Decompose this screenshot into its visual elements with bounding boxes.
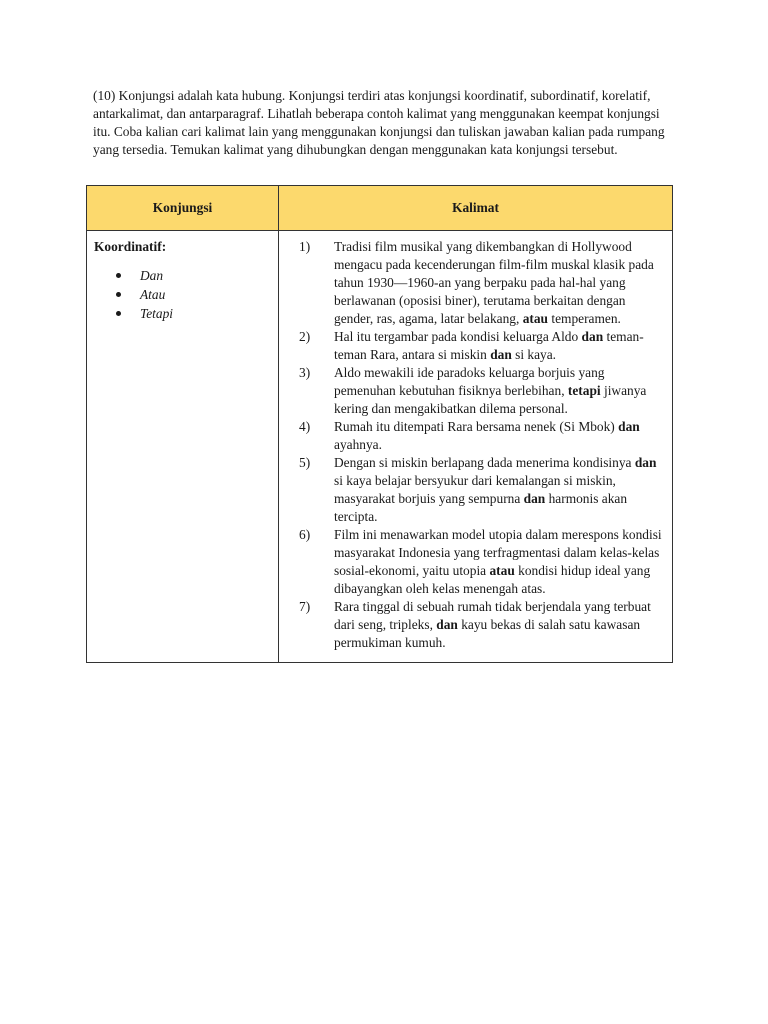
sentence-cell: [279, 231, 673, 663]
sentence-item: [299, 454, 664, 526]
sentence-item: [299, 238, 664, 328]
table-header-row: [87, 186, 673, 231]
conjunction-table: [86, 185, 673, 663]
header-kalimat: Kalimat: [279, 186, 673, 231]
sentence-text: kondisi hidup ideal yang dibayangkan oleh kelas menengah atas.: [334, 563, 651, 596]
sentence-item: [299, 598, 664, 652]
sentence-item: [299, 328, 664, 364]
conjunction-word: atau: [522, 311, 549, 326]
sentence-item: [299, 526, 664, 598]
conjunction-word: atau: [489, 563, 515, 578]
conjunction-item: Atau: [116, 285, 272, 304]
conjunction-word: dan: [436, 617, 458, 632]
sentence-text: ayahnya.: [334, 437, 382, 452]
sentence-item: [299, 418, 664, 454]
sentence-item: [299, 364, 664, 418]
conjunction-list: [94, 266, 272, 323]
sentence-text: Film ini menawarkan model utopia dalam merespons kondisi masyarakat Indonesia yang terfragmentasi dalam kelas-kelas sosial-ekonomi, yaitu utopia: [334, 527, 662, 578]
sentence-text: Rara tinggal di sebuah rumah tidak berjendala yang terbuat dari seng, tripleks,: [334, 599, 651, 632]
conjunction-cell: [87, 231, 279, 663]
sentence-number: 6): [299, 527, 311, 542]
conjunction-word: dan: [581, 329, 604, 344]
conjunction-item: Tetapi: [116, 304, 272, 323]
sentence-number: 3): [299, 365, 311, 380]
category-title: Koordinatif:: [94, 239, 167, 254]
sentence-number: 4): [299, 419, 311, 434]
sentence-text: kayu bekas di salah satu kawasan permukiman kumuh.: [334, 617, 641, 650]
sentence-text: harmonis akan tercipta.: [334, 491, 628, 524]
conjunction-item: Dan: [116, 266, 272, 285]
conjunction-word: dan: [634, 455, 657, 470]
conjunction-word: dan: [523, 491, 546, 506]
header-konjungsi: Konjungsi: [87, 186, 279, 231]
sentence-text: Tradisi film musikal yang dikembangkan di Hollywood mengacu pada kecenderungan film-film muskal klasik pada tahun 1930—1960-an yang berpaku pada hal-hal yang berlawanan (oposisi biner), terutama berkaitan dengan gender, ras, agama, latar belakang,: [334, 239, 654, 326]
conjunction-word: dan: [618, 419, 640, 434]
sentence-text: si kaya.: [511, 347, 557, 362]
sentence-number: 7): [299, 599, 311, 614]
sentence-list: [299, 238, 664, 652]
conjunction-word: tetapi: [567, 383, 601, 398]
sentence-text: si kaya belajar bersyukur dari kemalangan si miskin, masyarakat borjuis yang sempurna: [334, 473, 616, 506]
sentence-text: jiwanya kering dan mengakibatkan dilema personal.: [334, 383, 647, 416]
sentence-text: Rumah itu ditempati Rara bersama nenek (Si Mbok): [334, 419, 619, 434]
sentence-text: teman-teman Rara, antara si miskin: [334, 329, 644, 362]
sentence-number: 5): [299, 455, 311, 470]
sentence-number: 2): [299, 329, 311, 344]
sentence-number: 1): [299, 239, 311, 254]
sentence-text: Hal itu tergambar pada kondisi keluarga Aldo: [334, 329, 582, 344]
table-row: [87, 231, 673, 663]
intro-paragraph: (10) Konjungsi adalah kata hubung. Konjungsi terdiri atas konjungsi koordinatif, subordinatif, korelatif, antarkalimat, dan antarparagraf. Lihatlah beberapa contoh kalimat yang menggunakan keempat konjungsi itu. Coba kalian cari kalimat lain yang menggunakan konjungsi dan tuliskan jawaban kalian pada rumpang yang tersedia. Temukan kalimat yang dihubungkan dengan menggunakan kata konjungsi tersebut.: [93, 88, 665, 157]
sentence-text: temperamen.: [548, 311, 621, 326]
sentence-text: Aldo mewakili ide paradoks keluarga borjuis yang pemenuhan kebutuhan fisiknya berlebihan,: [334, 365, 605, 398]
sentence-text: Dengan si miskin berlapang dada menerima kondisinya: [334, 455, 635, 470]
conjunction-word: dan: [490, 347, 512, 362]
